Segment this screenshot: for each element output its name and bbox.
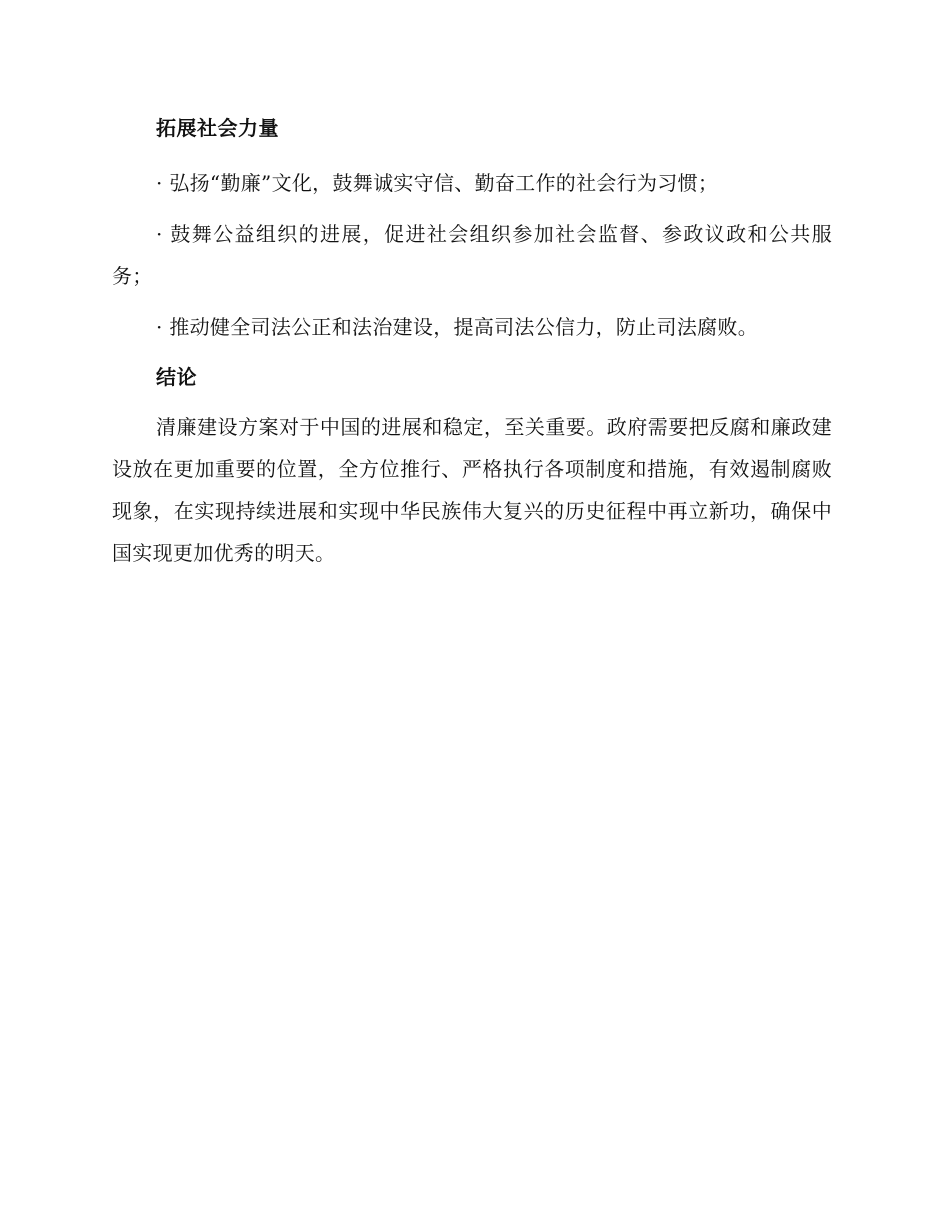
bullet-paragraph-culture: · 弘扬“勤廉”文化，鼓舞诚实守信、勤奋工作的社会行为习惯；: [156, 171, 719, 195]
section-heading-social-forces: 拓展社会力量: [156, 116, 279, 140]
section-heading-conclusion: 结论: [156, 365, 197, 389]
document-body: [112, 108, 832, 574]
bullet-paragraph-judicial: · 推动健全司法公正和法治建设，提高司法公信力，防止司法腐败。: [156, 315, 759, 339]
bullet-paragraph-public-welfare: · 鼓舞公益组织的进展，促进社会组织参加社会监督、参政议政和公共服务；: [112, 222, 832, 288]
conclusion-paragraph: 清廉建设方案对于中国的进展和稳定，至关重要。政府需要把反腐和廉政建设放在更加重要的位置，全方位推行、严格执行各项制度和措施，有效遏制腐败现象，在实现持续进展和实现中华民族伟大复兴的历史征程中再立新功，确保中国实现更加优秀的明天。: [112, 415, 832, 565]
